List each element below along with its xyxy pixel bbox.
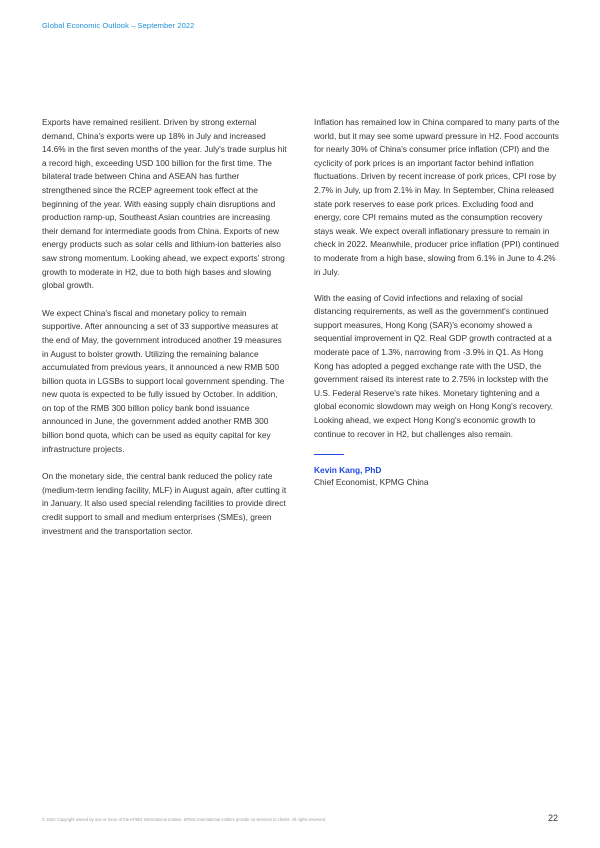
paragraph-fiscal-policy: We expect China's fiscal and monetary policy to remain supportive. After announcing a set of 33 supportive measures at the end of May, the government introduced another 19 measures in August to bolster growth. Utilizing the remaining balance accumulated from previous years, it announced a new RMB 500 billion quota in LGSBs to support local government spending. The new quota is expected to be fully issued by October. In addition, on top of the RMB 300 billion policy bank bond issuance announced in June, the government added another RMB 300 billion bond quota, which can be used as equity capital for key infrastructure projects. (42, 307, 285, 454)
running-header: Global Economic Outlook – September 2022 (42, 21, 195, 30)
left-column (42, 116, 288, 552)
paragraph-monetary-policy: On the monetary side, the central bank reduced the policy rate (medium-term lending facility, MLF) in August again, after cutting it in January. It also used special relending facilities to provide direct credit support to small and medium enterprises (SMEs), green investment and the transportation sector. (42, 471, 287, 536)
paragraph-exports: Exports have remained resilient. Driven by strong external demand, China's exports were up 18% in July and increased 14.6% in the first seven months of the year. July's trade surplus hit a record high, exceeding USD 100 billion for the first time. The bilateral trade between China and ASEAN has further strengthened since the RCEP agreement took effect at the beginning of the year. With easing supply chain disruptions and production ramp-up, Southeast Asian countries are increasing their demand for intermediate goods from China. Exports of new energy products such as solar cells and lithium-ion batteries also saw strong momentum. Looking ahead, we expect exports' strong growth to moderate in H2, due to both high bases and slowing global growth. (42, 117, 287, 291)
paragraph-inflation: Inflation has remained low in China compared to many parts of the world, but it may see some upward pressure in H2. Food accounts for nearly 30% of China's consumer price inflation (CPI) and the cyclicity of pork prices is an important factor behind inflation fluctuations. Driven by recent increase of pork prices, CPI rose by 2.7% in July, up from 2.1% in May. In September, China released state pork reserves to ease pork prices. Excluding food and energy, core CPI remains muted as the consumption recovery stays weak. We expect overall inflationary pressure to remain in check in 2022. Meanwhile, producer price inflation (PPI) continued to moderate from a high base, slowing from 6.1% in June to 4.2% in July. (314, 117, 560, 277)
page-number: 22 (547, 813, 558, 823)
author-divider (314, 454, 344, 456)
author-title: Chief Economist, KPMG China (314, 477, 429, 488)
author-name: Kevin Kang, PhD (314, 465, 382, 476)
paragraph-hong-kong: With the easing of Covid infections and relaxing of social distancing requirements, as well as the government's continued support measures, Hong Kong (SAR)'s economy showed a sequential improvement in Q2. Real GDP growth contracted at a moderate pace of 1.3%, narrowing from -3.9% in Q1. As Hong Kong has adopted a pegged exchange rate with the USD, the government raised its interest rate to 2.75% in lockstep with the U.S. Federal Reserve's rate hikes. Monetary tightening and a global economic slowdown may weigh on Hong Kong's recovery. Looking ahead, we expect Hong Kong's economic growth to continue to recover in H2, but challenges also remain. (314, 292, 553, 439)
right-column (314, 116, 562, 488)
copyright-notice: © 2022 Copyright owned by one or more of the KPMG International entities. KPMG International entities provide no services to clients. All rights reserved. (42, 817, 327, 822)
